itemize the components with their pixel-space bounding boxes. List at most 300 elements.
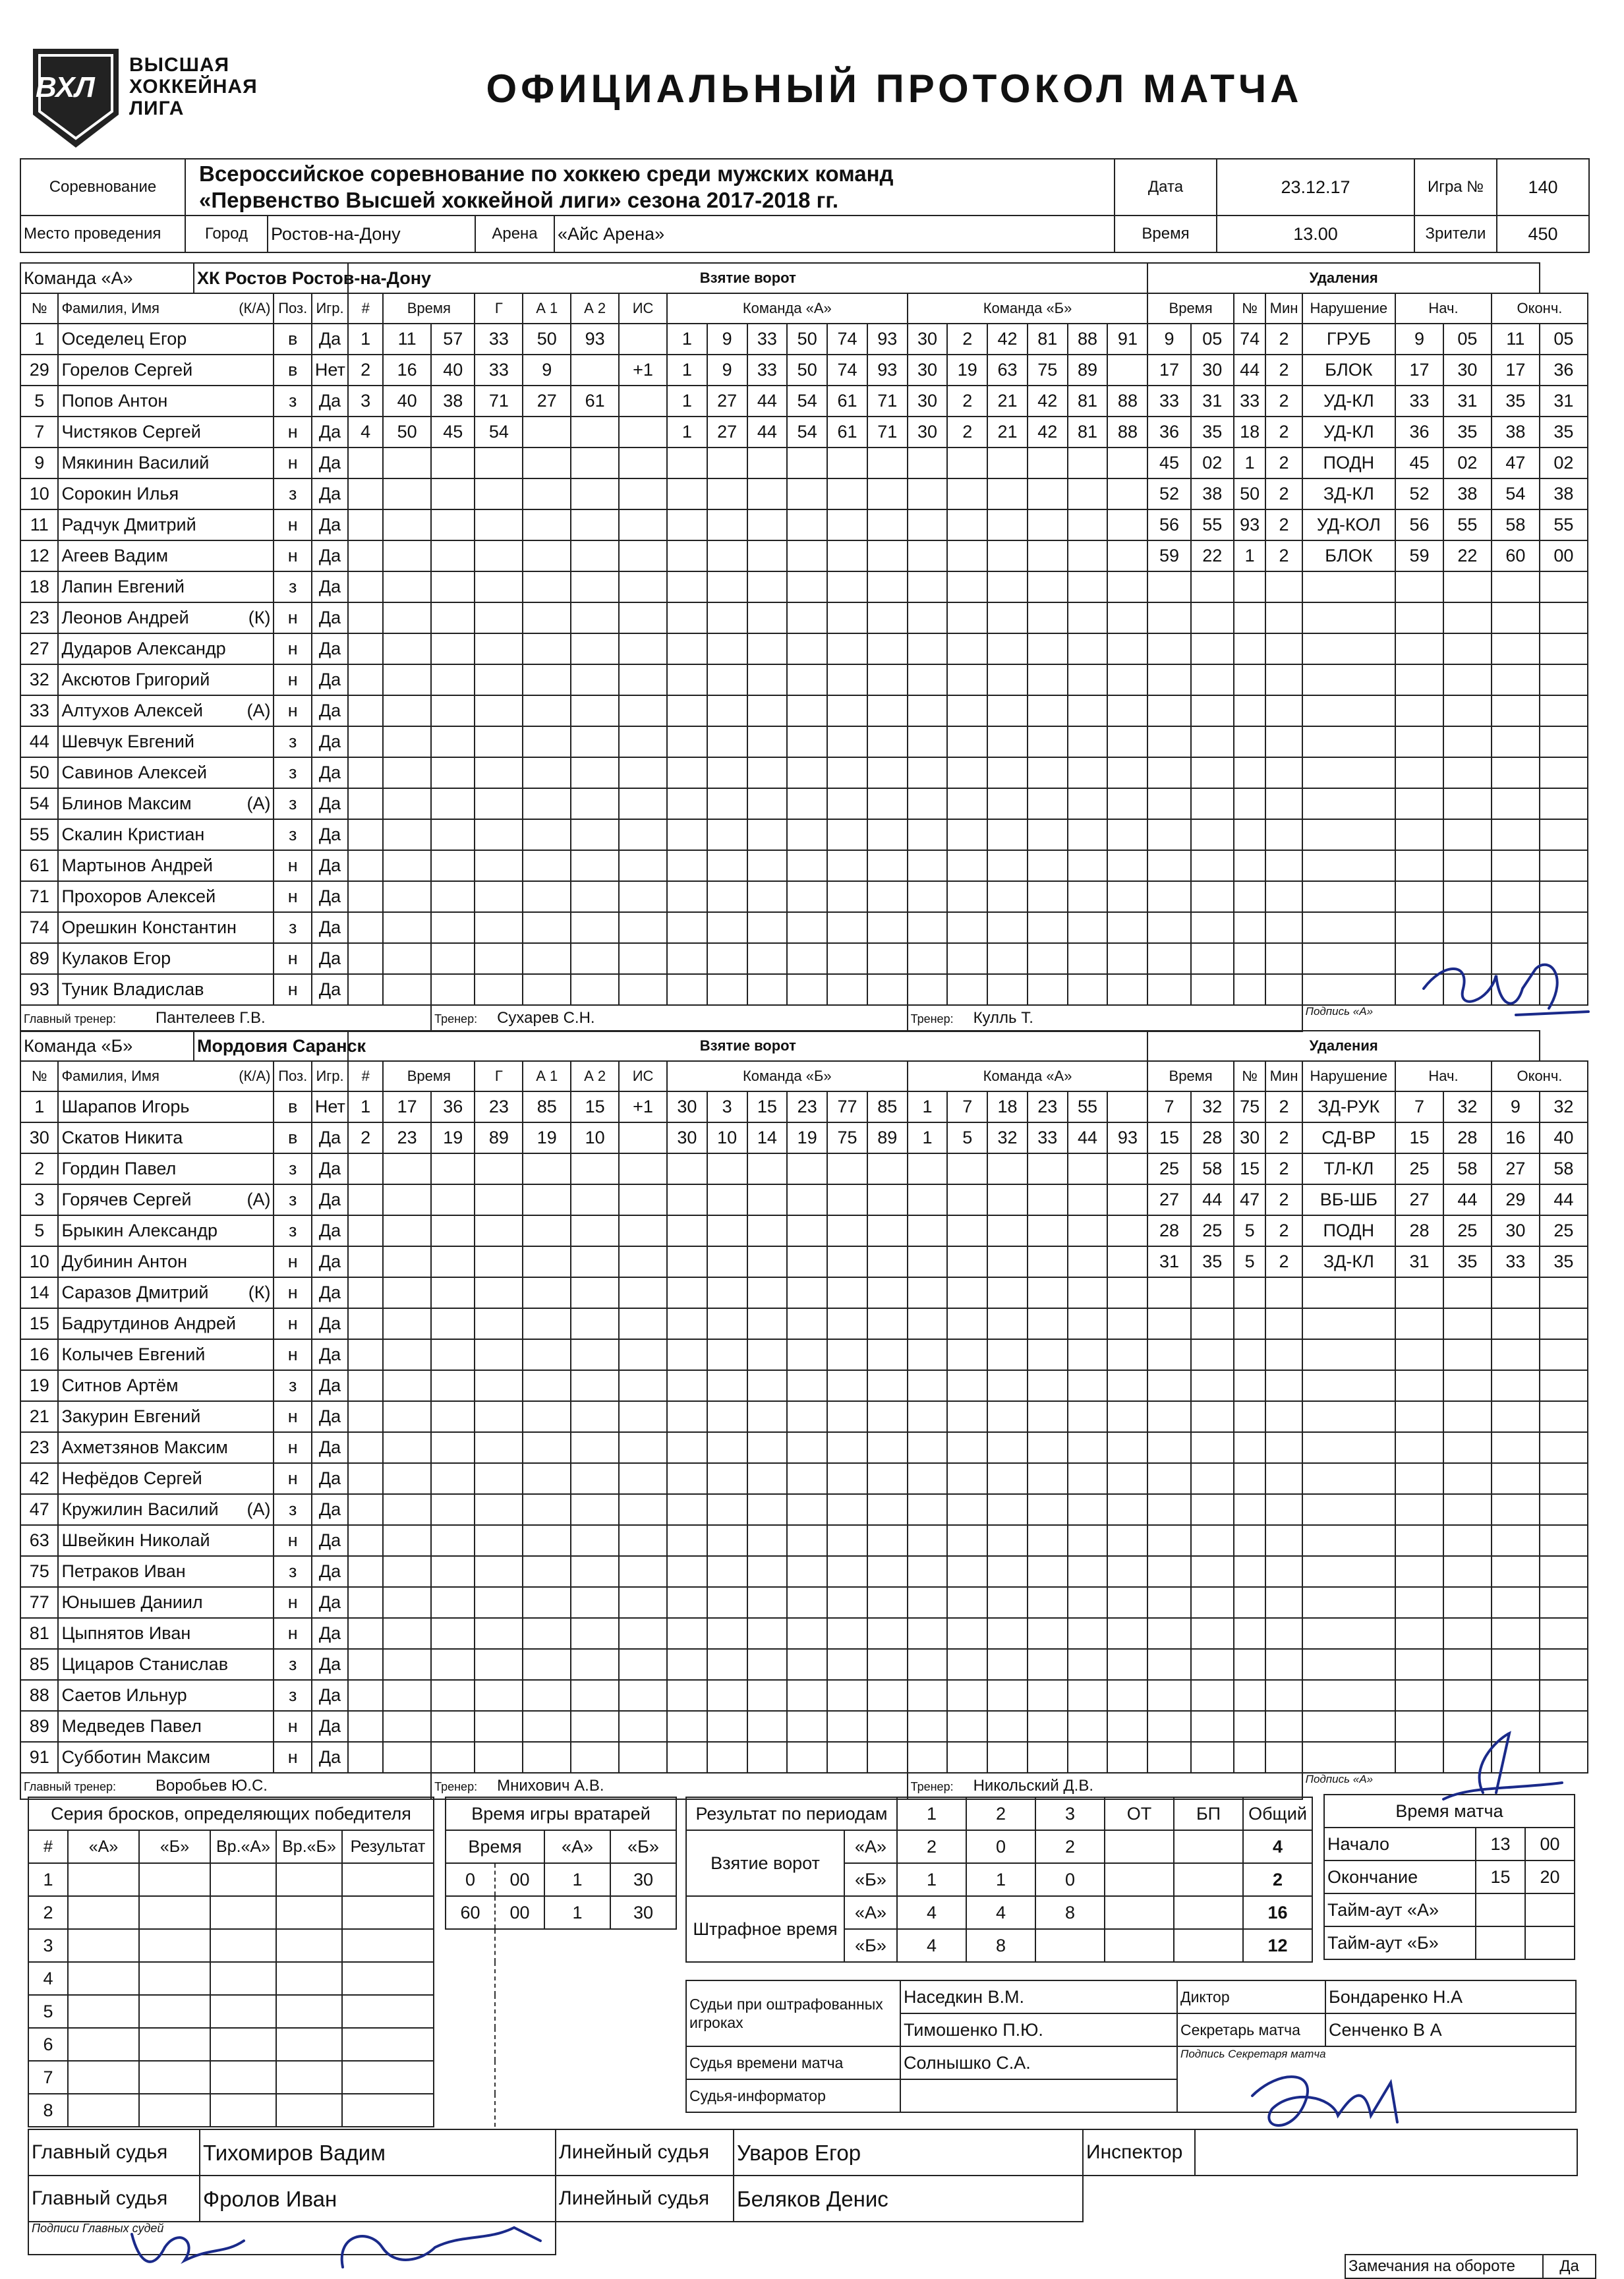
- penalty-infraction: ЗД-КЛ: [1302, 478, 1395, 509]
- on-ice-opp: [987, 1618, 1028, 1649]
- on-ice-own: 89: [867, 1122, 908, 1153]
- penalty-duration: [1265, 1432, 1302, 1463]
- col-pen-min: Мин: [1265, 293, 1302, 324]
- on-ice-own: [747, 912, 788, 943]
- on-ice-own: [707, 1742, 747, 1773]
- on-ice-own: 93: [867, 324, 908, 355]
- player-row: [20, 1277, 1588, 1308]
- goal-assist2: [571, 1494, 619, 1525]
- player-row: [20, 1525, 1588, 1556]
- goal-assist1: 85: [523, 1091, 571, 1122]
- penalty-second: 58: [1191, 1153, 1234, 1184]
- on-ice-opp: [908, 1246, 948, 1277]
- goalie-sec: [495, 2061, 544, 2094]
- on-ice-opp: [1028, 1711, 1068, 1742]
- shootout-col: «А»: [68, 1830, 139, 1863]
- player-played: Да: [312, 912, 348, 943]
- penalty-end-sec: [1540, 1308, 1588, 1339]
- penalty-infraction: [1302, 1618, 1395, 1649]
- goal-scorer: [475, 726, 523, 757]
- player-name: Горелов Сергей: [58, 355, 194, 386]
- on-ice-opp: [1028, 1370, 1068, 1401]
- goal-second: [431, 1339, 475, 1370]
- goal-situation: [619, 1401, 667, 1432]
- penalty-start-min: [1395, 602, 1443, 633]
- on-ice-own: [867, 1711, 908, 1742]
- penalty-duration: [1265, 695, 1302, 726]
- on-ice-opp: [1028, 1525, 1068, 1556]
- penalty-end-sec: 35: [1540, 417, 1588, 447]
- on-ice-own: [747, 633, 788, 664]
- goal-number: [348, 1525, 383, 1556]
- penalty-player: 18: [1234, 417, 1266, 447]
- goal-number: [348, 1153, 383, 1184]
- player-position: з: [274, 478, 311, 509]
- col-goal-g: Г: [475, 1061, 523, 1091]
- penalty-duration: 2: [1265, 478, 1302, 509]
- penalty-player: [1234, 850, 1266, 881]
- on-ice-own: [707, 1494, 747, 1525]
- player-played: Да: [312, 1122, 348, 1153]
- penalty-start-sec: [1443, 850, 1492, 881]
- goal-scorer: 71: [475, 386, 523, 417]
- goal-second: 45: [431, 417, 475, 447]
- period-value: 16: [1243, 1896, 1312, 1929]
- player-number: 77: [20, 1587, 58, 1618]
- goal-assist1: [523, 943, 571, 974]
- on-ice-opp: [1107, 1401, 1147, 1432]
- player-played: Да: [312, 943, 348, 974]
- on-ice-opp: [947, 571, 987, 602]
- goal-assist2: [571, 1525, 619, 1556]
- on-ice-opp: [987, 1463, 1028, 1494]
- goal-scorer: [475, 1246, 523, 1277]
- penalty-start-sec: 35: [1443, 1246, 1492, 1277]
- on-ice-opp: [1068, 633, 1108, 664]
- on-ice-opp: [1107, 757, 1147, 788]
- on-ice-opp: [1028, 819, 1068, 850]
- penalty-player: 5: [1234, 1246, 1266, 1277]
- on-ice-own: [787, 1153, 827, 1184]
- goal-assist2: [571, 478, 619, 509]
- penalty-end-sec: [1540, 726, 1588, 757]
- goal-assist1: [523, 1246, 571, 1277]
- on-ice-opp: [1107, 1277, 1147, 1308]
- penalty-end-min: [1492, 881, 1540, 912]
- on-ice-own: [867, 1370, 908, 1401]
- on-ice-own: [667, 726, 707, 757]
- goal-assist1: [523, 912, 571, 943]
- on-ice-opp: [987, 571, 1028, 602]
- penalty-end-sec: [1540, 1525, 1588, 1556]
- on-ice-opp: [947, 974, 987, 1005]
- penalty-duration: 2: [1265, 1122, 1302, 1153]
- goal-assist2: [571, 1370, 619, 1401]
- on-ice-own: [747, 1339, 788, 1370]
- on-ice-opp: 42: [1028, 417, 1068, 447]
- goal-situation: [619, 1556, 667, 1587]
- on-ice-opp: [1068, 1277, 1108, 1308]
- on-ice-own: [827, 633, 867, 664]
- on-ice-opp: [1068, 478, 1108, 509]
- player-name: Лапин Евгений: [58, 571, 194, 602]
- player-row: [20, 1091, 1588, 1122]
- goal-minute: [383, 1246, 431, 1277]
- player-row: [20, 1246, 1588, 1277]
- penalty-end-min: 16: [1492, 1122, 1540, 1153]
- on-ice-opp: [987, 633, 1028, 664]
- goal-minute: [383, 540, 431, 571]
- player-number: 15: [20, 1308, 58, 1339]
- player-name: Кулаков Егор: [58, 943, 194, 974]
- shootout-row-no: 3: [28, 1929, 68, 1962]
- penalty-second: 44: [1191, 1184, 1234, 1215]
- penalty-start-min: 52: [1395, 478, 1443, 509]
- on-ice-own: [827, 788, 867, 819]
- on-ice-own: 44: [747, 386, 788, 417]
- on-ice-own: 10: [707, 1122, 747, 1153]
- on-ice-own: [667, 788, 707, 819]
- goal-scorer: [475, 1463, 523, 1494]
- player-name: Аксютов Григорий: [58, 664, 194, 695]
- on-ice-opp: [908, 509, 948, 540]
- on-ice-own: [827, 571, 867, 602]
- goal-second: [431, 1184, 475, 1215]
- col-pen-start: Нач.: [1395, 293, 1492, 324]
- goal-assist1: 9: [523, 355, 571, 386]
- penalty-duration: [1265, 1370, 1302, 1401]
- on-ice-opp: 88: [1107, 386, 1147, 417]
- penalty-second: [1191, 633, 1234, 664]
- player-name: Цыпнятов Иван: [58, 1618, 194, 1649]
- goal-minute: [383, 664, 431, 695]
- goal-number: [348, 664, 383, 695]
- shootout-cell: [210, 2061, 276, 2094]
- goal-assist1: 19: [523, 1122, 571, 1153]
- linesman-label: Линейный судья: [556, 2176, 734, 2222]
- player-position: з: [274, 1184, 311, 1215]
- penalty-end-min: [1492, 1556, 1540, 1587]
- goal-scorer: [475, 571, 523, 602]
- on-ice-own: [747, 571, 788, 602]
- on-ice-own: [707, 912, 747, 943]
- on-ice-own: [707, 788, 747, 819]
- goal-assist1: [523, 602, 571, 633]
- goal-minute: [383, 726, 431, 757]
- penalty-start-min: [1395, 788, 1443, 819]
- on-ice-opp: [987, 1246, 1028, 1277]
- on-ice-own: [747, 602, 788, 633]
- goal-assist1: [523, 1649, 571, 1680]
- goal-scorer: [475, 664, 523, 695]
- on-ice-own: [787, 912, 827, 943]
- on-ice-opp: [1028, 1587, 1068, 1618]
- goal-scorer: [475, 1525, 523, 1556]
- goal-minute: [383, 1742, 431, 1773]
- secretary-signature-scribble: [1239, 2056, 1457, 2142]
- on-ice-opp: [947, 1370, 987, 1401]
- on-ice-own: [867, 1215, 908, 1246]
- on-ice-own: [707, 1463, 747, 1494]
- shootout-cell: [276, 1962, 342, 1995]
- penalty-duration: 2: [1265, 417, 1302, 447]
- goalie-sec: [495, 2028, 544, 2061]
- period-value: 1: [966, 1863, 1035, 1896]
- on-ice-own: [827, 1587, 867, 1618]
- on-ice-own: [787, 1277, 827, 1308]
- on-ice-own: [747, 1215, 788, 1246]
- goal-second: [431, 1556, 475, 1587]
- on-ice-own: [667, 1463, 707, 1494]
- goal-assist2: [571, 726, 619, 757]
- on-ice-opp: [1028, 943, 1068, 974]
- penalty-end-sec: [1540, 819, 1588, 850]
- on-ice-own: 44: [747, 417, 788, 447]
- goalie-col-a: «А»: [544, 1830, 610, 1863]
- player-name: Скалин Кристиан: [58, 819, 194, 850]
- penalty-infraction: [1302, 1680, 1395, 1711]
- on-ice-own: [787, 1556, 827, 1587]
- on-ice-opp: [1107, 1184, 1147, 1215]
- on-ice-opp: [987, 695, 1028, 726]
- goal-assist2: [571, 788, 619, 819]
- on-ice-own: [747, 1246, 788, 1277]
- on-ice-opp: [1068, 1463, 1108, 1494]
- col-goal-is: ИС: [619, 293, 667, 324]
- on-ice-opp: [908, 1649, 948, 1680]
- player-played: Да: [312, 757, 348, 788]
- on-ice-own: [867, 726, 908, 757]
- on-ice-own: [787, 664, 827, 695]
- on-ice-own: [867, 1432, 908, 1463]
- penalty-infraction: [1302, 1432, 1395, 1463]
- on-ice-own: [667, 1525, 707, 1556]
- player-position: н: [274, 664, 311, 695]
- penalty-start-min: [1395, 664, 1443, 695]
- on-ice-opp: [908, 1370, 948, 1401]
- penalty-minute: [1147, 1463, 1190, 1494]
- col-played: Игр.: [312, 1061, 348, 1091]
- penalty-minute: [1147, 1711, 1190, 1742]
- on-ice-own: 19: [787, 1122, 827, 1153]
- penalty-start-min: [1395, 1432, 1443, 1463]
- goalie-col-b: «Б»: [610, 1830, 676, 1863]
- on-ice-own: [787, 1680, 827, 1711]
- on-ice-own: [667, 1370, 707, 1401]
- shootout-cell: [342, 1962, 434, 1995]
- goal-scorer: [475, 1339, 523, 1370]
- on-ice-opp: [908, 1556, 948, 1587]
- penalty-minute: [1147, 881, 1190, 912]
- remarks-label: Замечания на обороте: [1345, 2255, 1543, 2278]
- on-ice-opp: [1068, 974, 1108, 1005]
- goal-number: [348, 726, 383, 757]
- penalty-player: [1234, 881, 1266, 912]
- goal-second: [431, 633, 475, 664]
- penalty-minute: 36: [1147, 417, 1190, 447]
- penalty-infraction: [1302, 602, 1395, 633]
- on-ice-opp: [908, 1339, 948, 1370]
- goal-number: [348, 540, 383, 571]
- period-col: ОТ: [1105, 1797, 1174, 1830]
- player-played: Да: [312, 726, 348, 757]
- on-ice-own: [747, 1184, 788, 1215]
- time-value: 13.00: [1217, 216, 1414, 252]
- penalty-minute: [1147, 571, 1190, 602]
- goal-second: 19: [431, 1122, 475, 1153]
- on-ice-own: [827, 509, 867, 540]
- goal-assist2: [571, 974, 619, 1005]
- on-ice-opp: [1028, 1556, 1068, 1587]
- goal-situation: [619, 1308, 667, 1339]
- on-ice-own: [667, 912, 707, 943]
- goal-minute: [383, 1401, 431, 1432]
- goal-minute: 16: [383, 355, 431, 386]
- period-value: [1105, 1896, 1174, 1929]
- on-ice-opp: [987, 447, 1028, 478]
- on-ice-opp: [947, 447, 987, 478]
- on-ice-opp: [947, 943, 987, 974]
- on-ice-opp: [1068, 447, 1108, 478]
- goal-assist1: [523, 1153, 571, 1184]
- on-ice-opp: [1107, 1463, 1147, 1494]
- goal-second: [431, 757, 475, 788]
- penalty-minute: [1147, 819, 1190, 850]
- on-ice-opp: [1028, 1649, 1068, 1680]
- on-ice-own: [707, 1339, 747, 1370]
- on-ice-own: [867, 509, 908, 540]
- on-ice-opp: [947, 757, 987, 788]
- penalty-start-sec: [1443, 1556, 1492, 1587]
- player-position: з: [274, 1680, 311, 1711]
- goal-assist1: [523, 1587, 571, 1618]
- player-row: [20, 850, 1588, 881]
- penalty-end-min: [1492, 1308, 1540, 1339]
- goal-minute: [383, 602, 431, 633]
- player-position: н: [274, 1339, 311, 1370]
- on-ice-opp: [908, 788, 948, 819]
- penalty-end-min: [1492, 1587, 1540, 1618]
- timekeeper-label: Судья времени матча: [686, 2046, 900, 2079]
- on-ice-opp: 88: [1068, 324, 1108, 355]
- on-ice-opp: 63: [987, 355, 1028, 386]
- goal-assist1: [523, 974, 571, 1005]
- player-name: Туник Владислав: [58, 974, 194, 1005]
- penalty-start-sec: [1443, 819, 1492, 850]
- on-ice-opp: [987, 1308, 1028, 1339]
- on-ice-opp: [1107, 1587, 1147, 1618]
- penalty-end-min: [1492, 1649, 1540, 1680]
- on-ice-own: [867, 1556, 908, 1587]
- on-ice-opp: [947, 633, 987, 664]
- goal-minute: [383, 571, 431, 602]
- penalty-second: 35: [1191, 417, 1234, 447]
- penalty-player: [1234, 1432, 1266, 1463]
- penalty-player: [1234, 1525, 1266, 1556]
- goal-number: [348, 1556, 383, 1587]
- goal-second: [431, 1308, 475, 1339]
- shootout-cell: [276, 2061, 342, 2094]
- on-ice-opp: [908, 850, 948, 881]
- on-ice-own: [867, 1463, 908, 1494]
- goal-number: 3: [348, 386, 383, 417]
- penalty-start-sec: [1443, 1308, 1492, 1339]
- goal-scorer: [475, 1184, 523, 1215]
- period-value: [1105, 1830, 1174, 1863]
- on-ice-opp: [947, 1401, 987, 1432]
- on-ice-own: [667, 571, 707, 602]
- player-played: Да: [312, 1246, 348, 1277]
- penalty-minute: 52: [1147, 478, 1190, 509]
- on-ice-own: [787, 1587, 827, 1618]
- goal-second: [431, 664, 475, 695]
- on-ice-own: [707, 447, 747, 478]
- on-ice-opp: [1107, 1494, 1147, 1525]
- penalty-end-min: [1492, 1339, 1540, 1370]
- penalty-end-min: 29: [1492, 1184, 1540, 1215]
- penalty-start-min: [1395, 1401, 1443, 1432]
- penalty-duration: 2: [1265, 540, 1302, 571]
- player-row: [20, 1432, 1588, 1463]
- on-ice-opp: [908, 881, 948, 912]
- goal-assist1: [523, 881, 571, 912]
- shootout-cell: [68, 1962, 139, 1995]
- goal-situation: [619, 478, 667, 509]
- penalty-duration: [1265, 1401, 1302, 1432]
- shootout-table: [28, 1797, 434, 2127]
- player-played: Да: [312, 1649, 348, 1680]
- team-b-label: «Б»: [844, 1863, 897, 1896]
- goal-assist1: [523, 1680, 571, 1711]
- player-name: Сорокин Илья: [58, 478, 194, 509]
- on-ice-opp: [1068, 757, 1108, 788]
- on-ice-opp: [908, 447, 948, 478]
- linesman-label: Линейный судья: [556, 2129, 734, 2176]
- goal-situation: [619, 1184, 667, 1215]
- player-position: н: [274, 695, 311, 726]
- on-ice-opp: 89: [1068, 355, 1108, 386]
- on-ice-opp: [1068, 1680, 1108, 1711]
- penalty-player: 50: [1234, 478, 1266, 509]
- penalty-end-sec: 40: [1540, 1122, 1588, 1153]
- on-ice-own: 61: [827, 386, 867, 417]
- penalty-infraction: ВБ-ШБ: [1302, 1184, 1395, 1215]
- on-ice-own: [667, 1742, 707, 1773]
- date-value: 23.12.17: [1217, 159, 1414, 216]
- goalie-time-table: [445, 1797, 677, 2127]
- player-row: [20, 1215, 1588, 1246]
- player-played: Да: [312, 1618, 348, 1649]
- goal-second: [431, 447, 475, 478]
- goal-scorer: [475, 1215, 523, 1246]
- goal-second: [431, 1246, 475, 1277]
- game-label: Игра №: [1414, 159, 1497, 216]
- penalty-minute: 33: [1147, 386, 1190, 417]
- on-ice-opp: [908, 757, 948, 788]
- on-ice-opp: [1107, 540, 1147, 571]
- player-role: [194, 509, 274, 540]
- player-row: [20, 695, 1588, 726]
- player-role: [194, 1711, 274, 1742]
- on-ice-opp: [947, 1618, 987, 1649]
- on-ice-own: 15: [747, 1091, 788, 1122]
- goal-scorer: [475, 1277, 523, 1308]
- shootout-cell: [276, 1929, 342, 1962]
- player-number: 91: [20, 1742, 58, 1773]
- player-position: н: [274, 540, 311, 571]
- on-ice-own: 9: [707, 355, 747, 386]
- goalie-a: 1: [544, 1896, 610, 1929]
